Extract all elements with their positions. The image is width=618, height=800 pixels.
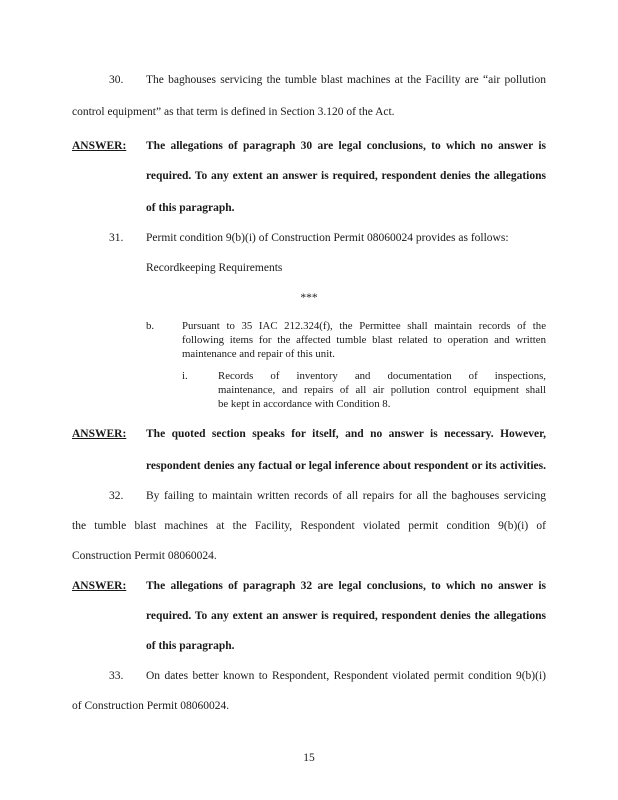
quote-i-line-3: be kept in accordance with Condition 8. (218, 398, 391, 410)
paragraph-32-number: 32. (109, 490, 124, 502)
paragraph-30-line-1: The baghouses servicing the tumble blast machines at the Facility are “air pollution (146, 74, 546, 86)
answer-32-line-3: of this paragraph. (146, 640, 235, 652)
answer-30-line-3: of this paragraph. (146, 202, 235, 214)
answer-31-label: ANSWER: (72, 428, 127, 440)
answer-32-label: ANSWER: (72, 580, 127, 592)
paragraph-30-number: 30. (109, 74, 124, 86)
quote-b-line-1: Pursuant to 35 IAC 212.324(f), the Permittee shall maintain records of the (182, 320, 546, 332)
quote-b-line-2: following items for the affected tumble blast related to operation and written (182, 334, 546, 346)
answer-30-label: ANSWER: (72, 140, 127, 152)
answer-31-line-1: The quoted section speaks for itself, and no answer is necessary. However, (146, 428, 546, 440)
quote-i-marker: i. (182, 370, 188, 382)
paragraph-33-line-2: of Construction Permit 08060024. (72, 700, 230, 712)
page-number: 15 (303, 752, 315, 764)
paragraph-32-line-2: the tumble blast machines at the Facility, Respondent violated permit condition 9(b)(i) of (72, 520, 546, 532)
answer-30-line-2: required. To any extent an answer is required, respondent denies the allegations (146, 170, 546, 182)
answer-30-line-1: The allegations of paragraph 30 are legal conclusions, to which no answer is (146, 140, 546, 152)
paragraph-31-line-1: Permit condition 9(b)(i) of Construction Permit 08060024 provides as follows: (146, 232, 509, 244)
paragraph-31-heading: Recordkeeping Requirements (146, 262, 283, 274)
paragraph-32-line-1: By failing to maintain written records of all repairs for all the baghouses servicing (146, 490, 546, 502)
paragraph-31-number: 31. (109, 232, 124, 244)
quote-i-line-1: Records of inventory and documentation of inspections, (218, 370, 546, 382)
quote-b-marker: b. (146, 320, 155, 332)
quote-b-line-3: maintenance and repair of this unit. (182, 348, 335, 360)
paragraph-33-line-1: On dates better known to Respondent, Respondent violated permit condition 9(b)(i) (146, 670, 546, 682)
paragraph-33-number: 33. (109, 670, 124, 682)
quote-i-line-2: maintenance, and repairs of all air pollution control equipment shall (218, 384, 546, 396)
answer-32-line-2: required. To any extent an answer is required, respondent denies the allegations (146, 610, 546, 622)
quote-separator: *** (300, 292, 318, 304)
answer-31-line-2: respondent denies any factual or legal inference about respondent or its activities. (146, 460, 546, 472)
paragraph-30-line-2: control equipment” as that term is defined in Section 3.120 of the Act. (72, 106, 395, 118)
answer-32-line-1: The allegations of paragraph 32 are legal conclusions, to which no answer is (146, 580, 546, 592)
paragraph-32-line-3: Construction Permit 08060024. (72, 550, 217, 562)
